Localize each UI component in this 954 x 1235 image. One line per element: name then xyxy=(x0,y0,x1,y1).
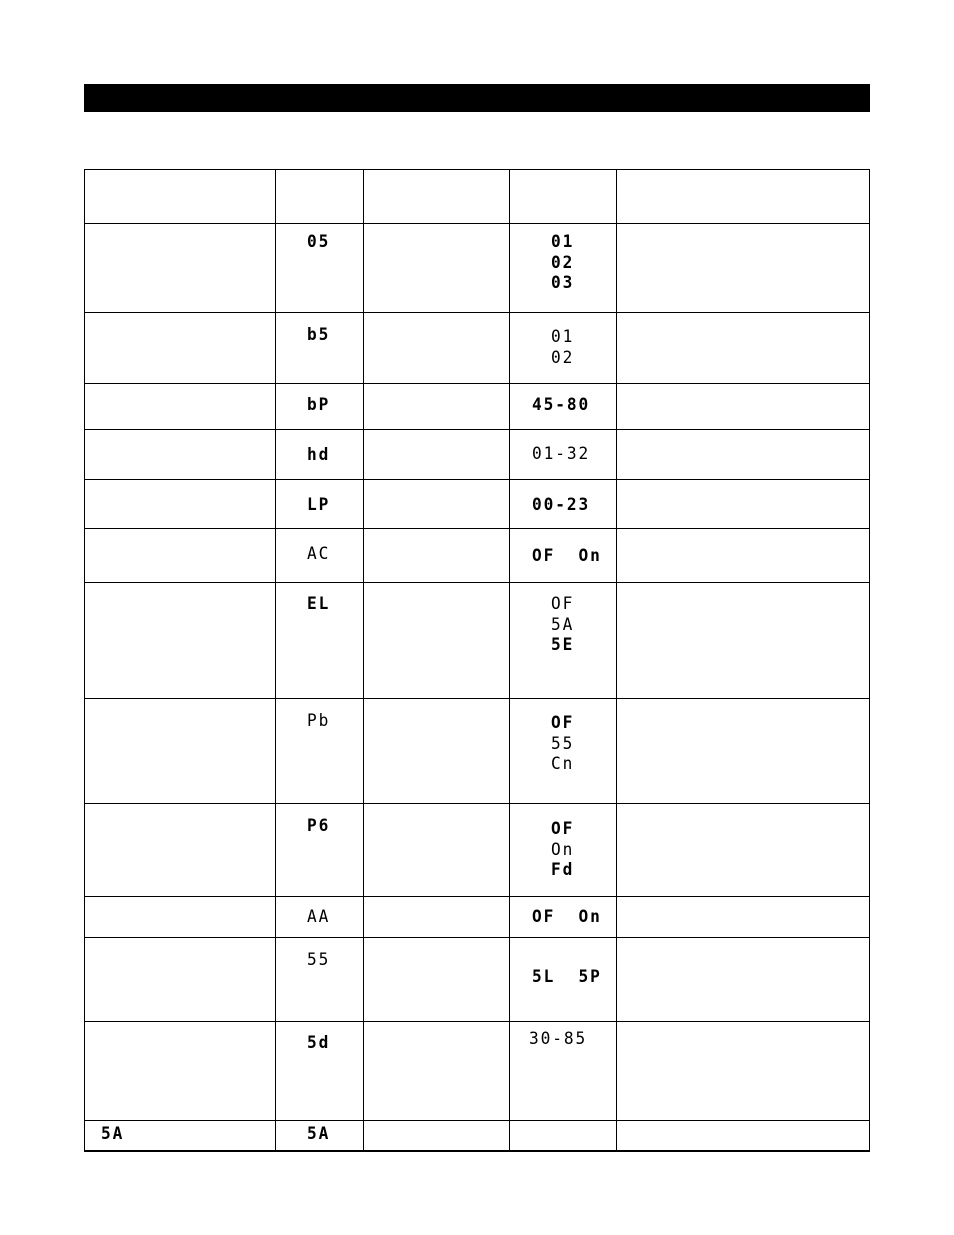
setting-code: AA xyxy=(307,907,331,927)
row-divider xyxy=(85,896,869,897)
column-divider xyxy=(275,170,276,1150)
row-divider xyxy=(85,223,869,224)
row-divider xyxy=(85,1120,869,1121)
settings-table xyxy=(84,169,870,1152)
row-divider xyxy=(85,803,869,804)
row-divider xyxy=(85,479,869,480)
setting-code: 05 xyxy=(307,232,331,252)
setting-value: Fd xyxy=(551,860,575,880)
setting-code: b5 xyxy=(307,325,331,345)
setting-value: 02 xyxy=(551,347,575,368)
setting-value: Cn xyxy=(551,754,575,774)
row-divider xyxy=(85,937,869,938)
row-divider xyxy=(85,698,869,699)
setting-code: LP xyxy=(307,495,331,515)
row-divider xyxy=(85,312,869,313)
setting-code: 5d xyxy=(307,1033,331,1053)
header-bar xyxy=(84,84,870,112)
row-divider xyxy=(85,429,869,430)
column-divider xyxy=(616,170,617,1150)
setting-value: OF xyxy=(551,594,575,614)
setting-value: OF xyxy=(551,819,575,839)
setting-value: OF On xyxy=(532,546,602,566)
setting-value: 5A xyxy=(551,614,575,635)
setting-value: 00-23 xyxy=(532,495,591,515)
row-divider xyxy=(85,582,869,583)
setting-value: 02 xyxy=(551,252,575,273)
setting-label: 5A xyxy=(101,1124,125,1144)
row-divider xyxy=(85,383,869,384)
setting-code: EL xyxy=(307,594,331,614)
row-divider xyxy=(85,1021,869,1022)
setting-value: 5L 5P xyxy=(532,967,602,987)
setting-value: 45-80 xyxy=(532,395,591,415)
setting-value: OF xyxy=(551,713,575,733)
setting-code: AC xyxy=(307,544,331,564)
setting-value: 01 xyxy=(551,327,575,347)
setting-code: 55 xyxy=(307,950,331,970)
setting-value: OF On xyxy=(532,907,602,927)
setting-code: Pb xyxy=(307,711,331,731)
row-divider xyxy=(85,528,869,529)
setting-code: hd xyxy=(307,445,331,465)
setting-value: 55 xyxy=(551,733,575,754)
setting-value: 01 xyxy=(551,232,575,252)
setting-code: bP xyxy=(307,395,331,415)
setting-value: 30-85 xyxy=(529,1029,588,1049)
column-divider xyxy=(509,170,510,1150)
setting-value: 01-32 xyxy=(532,444,591,464)
setting-value: On xyxy=(551,839,575,860)
setting-code: 5A xyxy=(307,1124,331,1144)
setting-code: P6 xyxy=(307,816,331,836)
setting-value: 03 xyxy=(551,273,575,293)
setting-value: 5E xyxy=(551,635,575,655)
column-divider xyxy=(363,170,364,1150)
